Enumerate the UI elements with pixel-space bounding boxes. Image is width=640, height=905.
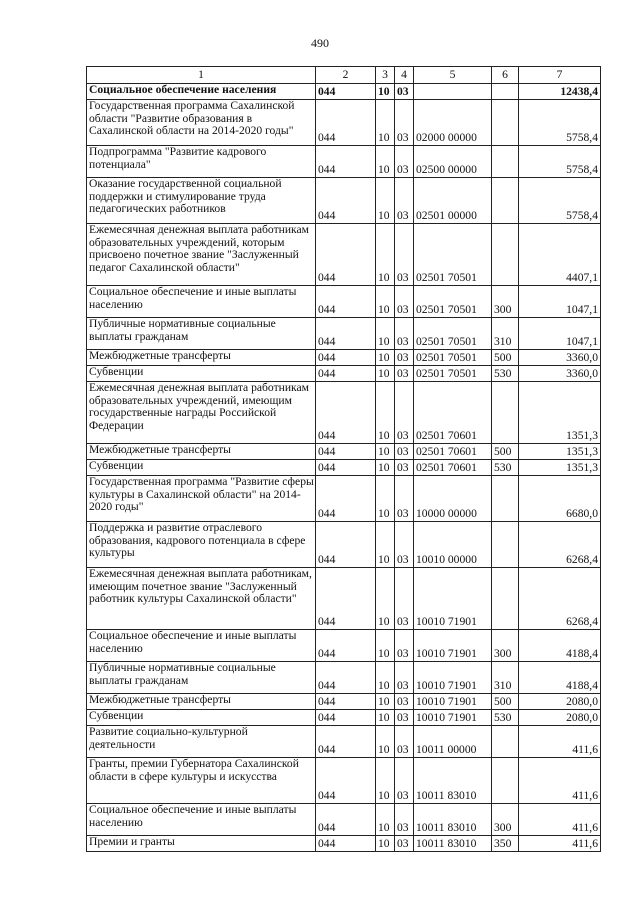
- subchapter-code-cell: 03: [395, 758, 414, 804]
- expense-type-cell: 350: [492, 836, 519, 852]
- section-code-cell: 044: [316, 630, 376, 662]
- amount-cell: 411,6: [519, 758, 601, 804]
- target-article-cell: 10010 71901: [414, 710, 492, 726]
- expense-type-cell: 530: [492, 460, 519, 476]
- subchapter-code-cell: 03: [395, 476, 414, 522]
- row-name-cell: Развитие социально-культурной деятельности: [87, 726, 316, 758]
- section-code-cell: 044: [316, 146, 376, 178]
- table-row: [87, 178, 601, 224]
- section-code-cell: 044: [316, 804, 376, 836]
- expense-type-cell: 300: [492, 630, 519, 662]
- column-header: 3: [376, 67, 395, 84]
- section-code-cell: 044: [316, 84, 376, 100]
- row-name-cell: Субвенции: [87, 710, 316, 726]
- expense-type-cell: 500: [492, 694, 519, 710]
- table-row: [87, 568, 601, 630]
- section-code-cell: 044: [316, 460, 376, 476]
- subchapter-code-cell: 03: [395, 366, 414, 382]
- row-name-cell: Ежемесячная денежная выплата работникам образовательных учреждений, имеющим государственные награды Российской Федерации: [87, 382, 316, 444]
- chapter-code-cell: 10: [376, 178, 395, 224]
- target-article-cell: 10011 83010: [414, 836, 492, 852]
- chapter-code-cell: 10: [376, 444, 395, 460]
- expense-type-cell: [492, 758, 519, 804]
- table-row: [87, 318, 601, 350]
- expense-type-cell: 530: [492, 366, 519, 382]
- chapter-code-cell: 10: [376, 522, 395, 568]
- expense-type-cell: [492, 382, 519, 444]
- chapter-code-cell: 10: [376, 224, 395, 286]
- chapter-code-cell: 10: [376, 146, 395, 178]
- row-name-cell: Социальное обеспечение и иные выплаты населению: [87, 630, 316, 662]
- table-row: [87, 476, 601, 522]
- section-code-cell: 044: [316, 366, 376, 382]
- amount-cell: 411,6: [519, 726, 601, 758]
- target-article-cell: 10010 71901: [414, 630, 492, 662]
- table-row: [87, 146, 601, 178]
- subchapter-code-cell: 03: [395, 630, 414, 662]
- row-name-cell: Государственная программа "Развитие сферы культуры в Сахалинской области" на 2014-2020 годы": [87, 476, 316, 522]
- expense-type-cell: [492, 726, 519, 758]
- chapter-code-cell: 10: [376, 710, 395, 726]
- table-row: [87, 758, 601, 804]
- target-article-cell: 10011 83010: [414, 758, 492, 804]
- table-row: [87, 804, 601, 836]
- column-header: 4: [395, 67, 414, 84]
- target-article-cell: 10011 83010: [414, 804, 492, 836]
- subchapter-code-cell: 03: [395, 726, 414, 758]
- row-name-cell: Социальное обеспечение и иные выплаты населению: [87, 286, 316, 318]
- target-article-cell: 02501 70601: [414, 444, 492, 460]
- table-row: [87, 224, 601, 286]
- section-code-cell: 044: [316, 444, 376, 460]
- page-number: 490: [311, 36, 329, 50]
- section-code-cell: 044: [316, 694, 376, 710]
- amount-cell: 6268,4: [519, 568, 601, 630]
- target-article-cell: 02501 70501: [414, 224, 492, 286]
- subchapter-code-cell: 03: [395, 84, 414, 100]
- target-article-cell: 10000 00000: [414, 476, 492, 522]
- section-code-cell: 044: [316, 662, 376, 694]
- expense-type-cell: [492, 568, 519, 630]
- target-article-cell: 02501 00000: [414, 178, 492, 224]
- row-name-cell: Публичные нормативные социальные выплаты гражданам: [87, 662, 316, 694]
- row-name-cell: Публичные нормативные социальные выплаты гражданам: [87, 318, 316, 350]
- section-code-cell: 044: [316, 522, 376, 568]
- amount-cell: 1351,3: [519, 382, 601, 444]
- table-row: [87, 630, 601, 662]
- target-article-cell: 02000 00000: [414, 100, 492, 146]
- section-code-cell: 044: [316, 476, 376, 522]
- row-name-cell: Межбюджетные трансферты: [87, 350, 316, 366]
- target-article-cell: 02501 70601: [414, 382, 492, 444]
- expense-type-cell: [492, 178, 519, 224]
- subchapter-code-cell: 03: [395, 178, 414, 224]
- column-header: 2: [316, 67, 376, 84]
- chapter-code-cell: 10: [376, 100, 395, 146]
- table-row: [87, 444, 601, 460]
- table-row: [87, 522, 601, 568]
- amount-cell: 12438,4: [519, 84, 601, 100]
- chapter-code-cell: 10: [376, 804, 395, 836]
- target-article-cell: 10010 71901: [414, 568, 492, 630]
- amount-cell: 5758,4: [519, 100, 601, 146]
- section-code-cell: 044: [316, 178, 376, 224]
- target-article-cell: 10011 00000: [414, 726, 492, 758]
- expense-type-cell: [492, 522, 519, 568]
- amount-cell: 1351,3: [519, 444, 601, 460]
- budget-table: [86, 66, 601, 852]
- section-code-cell: 044: [316, 836, 376, 852]
- table-row: [87, 366, 601, 382]
- amount-cell: 1047,1: [519, 286, 601, 318]
- amount-cell: 2080,0: [519, 694, 601, 710]
- table-row: [87, 460, 601, 476]
- section-code-cell: 044: [316, 224, 376, 286]
- target-article-cell: 10010 71901: [414, 662, 492, 694]
- subchapter-code-cell: 03: [395, 568, 414, 630]
- chapter-code-cell: 10: [376, 726, 395, 758]
- expense-type-cell: [492, 476, 519, 522]
- section-code-cell: 044: [316, 710, 376, 726]
- expense-type-cell: 500: [492, 350, 519, 366]
- amount-cell: 4188,4: [519, 630, 601, 662]
- expense-type-cell: 310: [492, 662, 519, 694]
- table-row: [87, 836, 601, 852]
- expense-type-cell: [492, 146, 519, 178]
- target-article-cell: 02501 70501: [414, 286, 492, 318]
- chapter-code-cell: 10: [376, 630, 395, 662]
- row-name-cell: Социальное обеспечение населения: [87, 84, 316, 100]
- row-name-cell: Ежемесячная денежная выплата работникам образовательных учреждений, которым присвоено почетное звание "Заслуженный педагог Сахалинской области": [87, 224, 316, 286]
- column-header: 6: [492, 67, 519, 84]
- amount-cell: 1047,1: [519, 318, 601, 350]
- target-article-cell: 10010 71901: [414, 694, 492, 710]
- amount-cell: 3360,0: [519, 366, 601, 382]
- amount-cell: 4188,4: [519, 662, 601, 694]
- table-row: [87, 100, 601, 146]
- expense-type-cell: 300: [492, 804, 519, 836]
- table-row: [87, 710, 601, 726]
- subchapter-code-cell: 03: [395, 836, 414, 852]
- table-row: [87, 286, 601, 318]
- expense-type-cell: 300: [492, 286, 519, 318]
- chapter-code-cell: 10: [376, 84, 395, 100]
- section-code-cell: 044: [316, 350, 376, 366]
- target-article-cell: 02501 70501: [414, 318, 492, 350]
- table-row: [87, 694, 601, 710]
- expense-type-cell: [492, 84, 519, 100]
- section-code-cell: 044: [316, 568, 376, 630]
- target-article-cell: 02501 70601: [414, 460, 492, 476]
- subchapter-code-cell: 03: [395, 444, 414, 460]
- amount-cell: 6268,4: [519, 522, 601, 568]
- row-name-cell: Гранты, премии Губернатора Сахалинской области в сфере культуры и искусства: [87, 758, 316, 804]
- subchapter-code-cell: 03: [395, 286, 414, 318]
- row-name-cell: Подпрограмма "Развитие кадрового потенциала": [87, 146, 316, 178]
- expense-type-cell: 310: [492, 318, 519, 350]
- amount-cell: 4407,1: [519, 224, 601, 286]
- target-article-cell: 02500 00000: [414, 146, 492, 178]
- target-article-cell: 02501 70501: [414, 350, 492, 366]
- row-name-cell: Субвенции: [87, 460, 316, 476]
- expense-type-cell: [492, 100, 519, 146]
- table-row: [87, 726, 601, 758]
- target-article-cell: 02501 70501: [414, 366, 492, 382]
- row-name-cell: Поддержка и развитие отраслевого образования, кадрового потенциала в сфере культуры: [87, 522, 316, 568]
- row-name-cell: Государственная программа Сахалинской области "Развитие образования в Сахалинской области на 2014-2020 годы": [87, 100, 316, 146]
- chapter-code-cell: 10: [376, 460, 395, 476]
- column-header: 7: [519, 67, 601, 84]
- expense-type-cell: [492, 224, 519, 286]
- chapter-code-cell: 10: [376, 476, 395, 522]
- subchapter-code-cell: 03: [395, 350, 414, 366]
- table-row: [87, 350, 601, 366]
- expense-type-cell: 500: [492, 444, 519, 460]
- subchapter-code-cell: 03: [395, 522, 414, 568]
- amount-cell: 1351,3: [519, 460, 601, 476]
- row-name-cell: Межбюджетные трансферты: [87, 694, 316, 710]
- subchapter-code-cell: 03: [395, 382, 414, 444]
- chapter-code-cell: 10: [376, 318, 395, 350]
- subchapter-code-cell: 03: [395, 224, 414, 286]
- row-name-cell: Премии и гранты: [87, 836, 316, 852]
- amount-cell: 2080,0: [519, 710, 601, 726]
- amount-cell: 411,6: [519, 804, 601, 836]
- row-name-cell: Социальное обеспечение и иные выплаты населению: [87, 804, 316, 836]
- section-code-cell: 044: [316, 100, 376, 146]
- section-code-cell: 044: [316, 286, 376, 318]
- chapter-code-cell: 10: [376, 286, 395, 318]
- table-row: [87, 662, 601, 694]
- subchapter-code-cell: 03: [395, 662, 414, 694]
- subchapter-code-cell: 03: [395, 460, 414, 476]
- table-header-row: [87, 67, 601, 84]
- amount-cell: 6680,0: [519, 476, 601, 522]
- subchapter-code-cell: 03: [395, 100, 414, 146]
- table-row: [87, 382, 601, 444]
- section-code-cell: 044: [316, 726, 376, 758]
- section-code-cell: 044: [316, 318, 376, 350]
- row-name-cell: Межбюджетные трансферты: [87, 444, 316, 460]
- chapter-code-cell: 10: [376, 662, 395, 694]
- row-name-cell: Оказание государственной социальной поддержки и стимулирование труда педагогических работников: [87, 178, 316, 224]
- subchapter-code-cell: 03: [395, 146, 414, 178]
- chapter-code-cell: 10: [376, 568, 395, 630]
- section-code-cell: 044: [316, 382, 376, 444]
- subchapter-code-cell: 03: [395, 710, 414, 726]
- amount-cell: 5758,4: [519, 146, 601, 178]
- amount-cell: 3360,0: [519, 350, 601, 366]
- expense-type-cell: 530: [492, 710, 519, 726]
- column-header: 1: [87, 67, 316, 84]
- row-name-cell: Ежемесячная денежная выплата работникам, имеющим почетное звание "Заслуженный работник культуры Сахалинской области": [87, 568, 316, 630]
- target-article-cell: 10010 00000: [414, 522, 492, 568]
- amount-cell: 411,6: [519, 836, 601, 852]
- target-article-cell: [414, 84, 492, 100]
- subchapter-code-cell: 03: [395, 694, 414, 710]
- chapter-code-cell: 10: [376, 382, 395, 444]
- row-name-cell: Субвенции: [87, 366, 316, 382]
- amount-cell: 5758,4: [519, 178, 601, 224]
- chapter-code-cell: 10: [376, 350, 395, 366]
- table-row: [87, 84, 601, 100]
- subchapter-code-cell: 03: [395, 804, 414, 836]
- chapter-code-cell: 10: [376, 836, 395, 852]
- column-header: 5: [414, 67, 492, 84]
- chapter-code-cell: 10: [376, 694, 395, 710]
- section-code-cell: 044: [316, 758, 376, 804]
- chapter-code-cell: 10: [376, 758, 395, 804]
- chapter-code-cell: 10: [376, 366, 395, 382]
- subchapter-code-cell: 03: [395, 318, 414, 350]
